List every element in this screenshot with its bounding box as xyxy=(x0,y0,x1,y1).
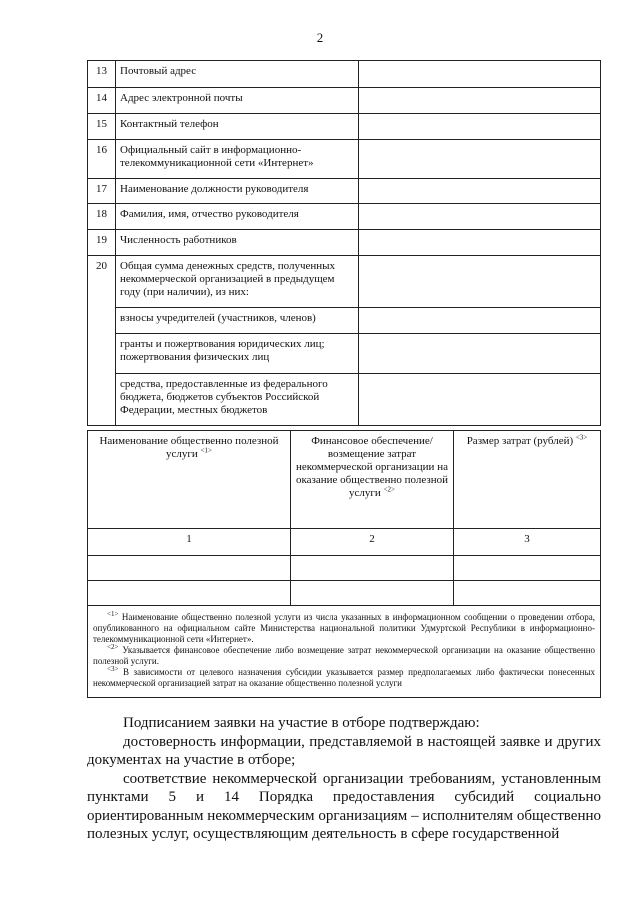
sub-row-value xyxy=(359,374,601,426)
table-cell xyxy=(88,581,291,606)
header-cost-amount: Размер затрат (рублей) $^{<3>}$ xyxy=(454,431,601,529)
header-row xyxy=(88,431,601,529)
row-number: 20 xyxy=(88,256,116,426)
header-financing: Финансовое обеспечение/возмещение затрат некоммерческой организации на оказание общественно полезной услуги $^{<2>}$ xyxy=(291,431,454,529)
page-number: 2 xyxy=(316,30,324,45)
table-row xyxy=(88,204,601,230)
row-number: 13 xyxy=(88,61,116,88)
table-cell xyxy=(291,581,454,606)
column-number-row xyxy=(88,529,601,556)
row-value xyxy=(359,114,601,140)
table-row xyxy=(88,230,601,256)
row-value xyxy=(359,256,601,308)
table-row xyxy=(88,334,601,374)
service-costs-table xyxy=(87,430,601,698)
sub-row-label: средства, предоставленные из федерального бюджета, бюджетов субъектов Российской Федерации, местных бюджетов xyxy=(116,374,359,426)
column-number: 3 xyxy=(454,529,601,556)
sub-row-value xyxy=(359,308,601,334)
row-number: 17 xyxy=(88,179,116,204)
table-row xyxy=(88,308,601,334)
row-label: Контактный телефон xyxy=(116,114,359,140)
table-cell xyxy=(454,556,601,581)
sub-row-value xyxy=(359,334,601,374)
sub-row-label: взносы учредителей (участников, членов) xyxy=(116,308,359,334)
table-cell xyxy=(88,556,291,581)
table-row xyxy=(88,140,601,179)
row-value xyxy=(359,140,601,179)
column-number: 2 xyxy=(291,529,454,556)
footnote: $^{<3>}$ В зависимости от целевого назначения субсидии указывается размер предполагаемых либо фактически понесенных некоммерческой организацией затрат на оказание общественно полезной услуги xyxy=(93,665,595,688)
row-label: Адрес электронной почты xyxy=(116,88,359,114)
row-label: Общая сумма денежных средств, полученных некоммерческой организацией в предыдущем году (при наличии), из них: xyxy=(116,256,359,308)
row-value xyxy=(359,88,601,114)
row-value xyxy=(359,204,601,230)
footnotes-row xyxy=(88,606,601,698)
row-number: 19 xyxy=(88,230,116,256)
row-number: 15 xyxy=(88,114,116,140)
row-value xyxy=(359,61,601,88)
paragraph: соответствие некоммерческой организации требованиям, установленным пунктами 5 и 14 Порядка предоставления субсидий социально ориентированным некоммерческим организациям – исполнителям общественно полезных услуг, осуществляющим деятельность в сфере государственной xyxy=(87,770,601,842)
row-label: Почтовый адрес xyxy=(116,61,359,88)
row-number: 18 xyxy=(88,204,116,230)
header-service-name: Наименование общественно полезной услуги $^{<1>}$ xyxy=(88,431,291,529)
footnote-ref: <3> xyxy=(575,433,588,442)
row-label: Фамилия, имя, отчество руководителя xyxy=(116,204,359,230)
paragraph: Подписанием заявки на участие в отборе подтверждаю: xyxy=(123,715,480,731)
row-number: 14 xyxy=(88,88,116,114)
footnote: $^{<1>}$ Наименование общественно полезной услуги из числа указанных в информационном сообщении о проведении отбора, опубликованного на официальном сайте Министерства национальной политики Удмуртской Республики в информационно-телекоммуникационной сети «Интернет». xyxy=(93,610,595,644)
table-row xyxy=(88,88,601,114)
table-row xyxy=(88,61,601,88)
organization-info-table xyxy=(87,60,601,426)
sub-row-label: гранты и пожертвования юридических лиц; пожертвования физических лиц xyxy=(116,334,359,374)
row-label: Официальный сайт в информационно-телекоммуникационной сети «Интернет» xyxy=(116,140,359,179)
row-label: Наименование должности руководителя xyxy=(116,179,359,204)
table-row xyxy=(88,114,601,140)
row-value xyxy=(359,230,601,256)
footnote-ref: <1> xyxy=(200,446,212,455)
column-number: 1 xyxy=(88,529,291,556)
row-label: Численность работников xyxy=(116,230,359,256)
table-row xyxy=(88,179,601,204)
paragraph: достоверность информации, представляемой в настоящей заявке и других документах на участие в отборе; xyxy=(87,733,601,768)
table-row xyxy=(88,556,601,581)
row-value xyxy=(359,179,601,204)
row-number: 16 xyxy=(88,140,116,179)
footnote: $^{<2>}$ Указывается финансовое обеспечение либо возмещение затрат некоммерческой организации на оказание общественно полезной услуги. xyxy=(93,643,596,666)
table-row xyxy=(88,374,601,426)
table-row xyxy=(88,581,601,606)
table-cell xyxy=(454,581,601,606)
table-cell xyxy=(291,556,454,581)
footnotes xyxy=(88,606,601,698)
table-row xyxy=(88,256,601,308)
footnote-ref: <2> xyxy=(383,485,395,494)
confirmation-text xyxy=(87,714,601,844)
